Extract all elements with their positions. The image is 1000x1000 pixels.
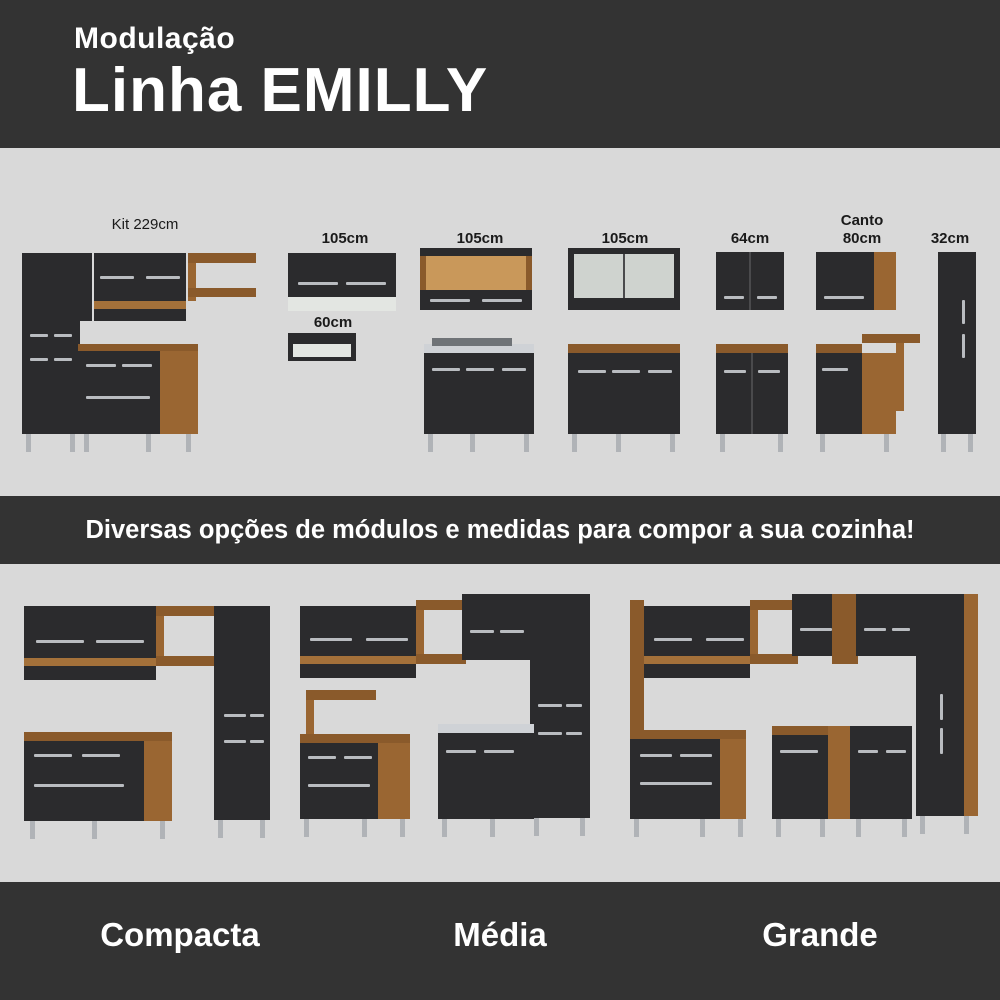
comp3-nicho-top: [750, 600, 798, 610]
balcao64-top: [716, 344, 788, 353]
balcao105-leg-3: [670, 434, 675, 452]
comp3-balcao1-side: [720, 739, 746, 819]
comp1-leg-a: [218, 820, 223, 838]
kit-leg-3: [84, 434, 89, 452]
comp2-handle-11: [308, 784, 370, 787]
aereo105b-left: [420, 256, 426, 290]
kit-leg-5: [186, 434, 191, 452]
aereo64-handle-1: [724, 296, 744, 299]
torre32-handle-1: [962, 300, 965, 324]
balcao-canto-door: [816, 353, 862, 434]
comp3-handle-9: [680, 754, 712, 757]
comp1-leg-2: [92, 821, 97, 839]
kit-handle-1: [100, 276, 134, 279]
compositions-band: [0, 564, 1000, 882]
kit-handle-8: [122, 364, 152, 367]
comp2-balcao1-doors: [300, 743, 378, 819]
comp1-torre: [214, 606, 270, 820]
balcao105-handle-2: [612, 370, 640, 373]
comp1-leg-b: [260, 820, 265, 838]
comp2-leg-5: [490, 819, 495, 837]
label-80: 80cm: [842, 230, 882, 247]
comp2-nicho-top: [416, 600, 466, 610]
comp3-leg-b: [964, 816, 969, 834]
kit-handle-2: [146, 276, 180, 279]
balcao-pia-sink: [432, 338, 512, 346]
aereo105c-glass-divider: [623, 254, 625, 298]
balcao64-handle-2: [758, 370, 780, 373]
comp3-leg-3: [738, 819, 743, 837]
comp3-leg-7: [902, 819, 907, 837]
comp1-handle-9: [34, 784, 124, 787]
kit-handle-6: [54, 358, 72, 361]
comp1-handle-2: [96, 640, 144, 643]
comp3-aereo3: [856, 594, 916, 656]
torre32-body: [938, 252, 976, 434]
comp1-nicho-top: [156, 606, 222, 616]
comp3-leg-a: [920, 816, 925, 834]
kit-upper-mid-lower: [94, 309, 186, 321]
comp3-handle-6: [940, 694, 943, 720]
kit-tall-left: [22, 321, 80, 434]
aereo105b-handle-2: [482, 299, 522, 302]
page-title-rest: EMILLY: [242, 56, 489, 125]
comp3-balcao3-door: [850, 726, 912, 819]
balcao-pia-handle-2: [466, 368, 494, 371]
comp1-aereo-shelf: [24, 658, 156, 666]
comp2-leg-4: [442, 819, 447, 837]
kit-upper-left-door: [22, 253, 92, 321]
label-canto: Canto: [840, 212, 884, 229]
comp1-handle-4: [250, 714, 264, 717]
balcao-pia-leg-1: [428, 434, 433, 452]
kit-open-shelf-top: [188, 253, 256, 263]
comp3-balcao2-side: [828, 726, 850, 819]
comp2-balcao1-top: [300, 734, 410, 743]
balcao64-divider: [751, 353, 753, 434]
torre32-leg-2: [968, 434, 973, 452]
comp2-handle-4: [500, 630, 524, 633]
comp1-handle-7: [34, 754, 72, 757]
comp2-handle-10: [344, 756, 372, 759]
comp2-nicho2-top: [306, 690, 376, 700]
label-kit-229: Kit 229cm: [111, 216, 179, 233]
kit-handle-7: [86, 364, 116, 367]
comp2-balcao1-side: [378, 743, 410, 819]
comp2-handle-9: [308, 756, 336, 759]
label-64: 64cm: [730, 230, 770, 247]
comp2-handle-12: [446, 750, 476, 753]
comp3-handle-5: [892, 628, 910, 631]
torre32-handle-2: [962, 334, 965, 358]
comp2-handle-6: [566, 704, 582, 707]
comp3-handle-7: [940, 728, 943, 754]
comp3-handle-10: [640, 782, 712, 785]
comp2-handle-2: [366, 638, 408, 641]
kit-leg-4: [146, 434, 151, 452]
balcao64-leg-2: [778, 434, 783, 452]
balcao105-top: [568, 344, 680, 353]
comp2-leg-b: [580, 818, 585, 836]
comp2-handle-5: [538, 704, 562, 707]
balcao64-handle-1: [724, 370, 746, 373]
aereo105a-doors: [288, 253, 396, 297]
balcao105-doors: [568, 353, 680, 434]
aereo64-divider: [749, 252, 751, 310]
aereo64-handle-2: [757, 296, 777, 299]
comp1-leg-3: [160, 821, 165, 839]
kit-leg-1: [26, 434, 31, 452]
comp3-balcao1-top: [630, 730, 746, 739]
balcao64-leg-1: [720, 434, 725, 452]
comp1-handle-6: [250, 740, 264, 743]
comp3-leg-1: [634, 819, 639, 837]
kit-leg-2: [70, 434, 75, 452]
comp3-left-wood: [630, 600, 644, 730]
page-title: [72, 55, 488, 126]
footer-label-grande: Grande: [762, 916, 878, 953]
mid-banner: [0, 496, 1000, 564]
balcao105-leg-2: [616, 434, 621, 452]
comp3-handle-4: [864, 628, 886, 631]
balcao-pia-doors: [424, 353, 534, 434]
balcao-canto-wood: [862, 353, 896, 434]
comp2-handle-3: [470, 630, 494, 633]
comp1-balcao-side: [144, 741, 172, 821]
comp2-handle-8: [566, 732, 582, 735]
kit-handle-4: [54, 334, 72, 337]
comp1-handle-5: [224, 740, 246, 743]
aereo60-inner: [293, 344, 351, 357]
label-105-c: 105cm: [601, 230, 649, 247]
footer-label-compacta: Compacta: [100, 916, 260, 953]
comp1-balcao-doors: [24, 741, 144, 821]
comp2-handle-1: [310, 638, 352, 641]
balcao-pia-leg-3: [524, 434, 529, 452]
comp2-aereo2: [462, 594, 530, 660]
comp2-leg-3: [400, 819, 405, 837]
comp1-leg-1: [30, 821, 35, 839]
aereo105b-top: [420, 248, 532, 256]
kit-base-wood-side: [160, 351, 198, 434]
aereo105a-under: [288, 297, 396, 311]
comp3-balcao2-door: [772, 735, 828, 819]
label-32: 32cm: [930, 230, 970, 247]
canto-aereo-door: [816, 252, 874, 310]
balcao-canto-ext-leg: [896, 343, 904, 411]
comp3-leg-5: [820, 819, 825, 837]
aereo105a-handle-2: [346, 282, 386, 285]
aereo105a-handle-1: [298, 282, 338, 285]
kit-handle-9: [86, 396, 150, 399]
balcao-canto-leg-2: [884, 434, 889, 452]
balcao-canto-handle: [822, 368, 848, 371]
balcao105-handle-1: [578, 370, 606, 373]
comp3-handle-11: [780, 750, 818, 753]
comp3-handle-3: [800, 628, 832, 631]
balcao105-handle-3: [648, 370, 672, 373]
comp3-handle-1: [654, 638, 692, 641]
comp3-balcao2-top: [772, 726, 828, 735]
comp3-handle-12: [858, 750, 878, 753]
kit-handle-5: [30, 358, 48, 361]
comp1-aereo-lower: [24, 666, 156, 680]
comp1-balcao-top: [24, 732, 172, 741]
comp2-aereo1: [300, 606, 416, 656]
comp2-handle-7: [538, 732, 562, 735]
page-title-bold: Linha: [72, 56, 243, 125]
comp2-leg-a: [534, 818, 539, 836]
comp3-nicho-shelf: [750, 654, 798, 664]
kit-base-top: [78, 344, 198, 351]
label-60: 60cm: [313, 314, 353, 331]
comp2-balcao2-doors: [438, 733, 534, 819]
balcao-canto-ext-top: [862, 334, 920, 343]
comp1-handle-8: [82, 754, 120, 757]
comp1-handle-3: [224, 714, 246, 717]
comp3-leg-6: [856, 819, 861, 837]
comp1-aereo-doors: [24, 606, 156, 658]
comp2-nicho2-left: [306, 700, 314, 734]
kit-open-shelf-bottom: [188, 288, 256, 297]
balcao-pia-leg-2: [470, 434, 475, 452]
footer-label-media: Média: [453, 916, 547, 953]
comp2-leg-2: [362, 819, 367, 837]
label-105-a: 105cm: [321, 230, 369, 247]
comp3-leg-2: [700, 819, 705, 837]
aereo105b-niche: [420, 256, 532, 290]
comp2-nicho-shelf: [416, 654, 466, 664]
comp2-aereo1-shelf: [300, 656, 416, 664]
modules-band: [0, 148, 1000, 496]
comp2-leg-1: [304, 819, 309, 837]
comp2-balcao2-top: [438, 724, 534, 733]
balcao-pia-handle-3: [502, 368, 526, 371]
comp3-leg-4: [776, 819, 781, 837]
comp3-aereo1-lower: [644, 664, 750, 678]
balcao-canto-top: [816, 344, 862, 353]
comp3-aereo1-shelf: [644, 656, 750, 664]
torre32-leg-1: [941, 434, 946, 452]
comp3-handle-2: [706, 638, 744, 641]
comp3-torre-side: [964, 594, 978, 816]
comp2-handle-13: [484, 750, 514, 753]
comp1-nicho-shelf: [156, 656, 222, 666]
mid-banner-text: Diversas opções de módulos e medidas para compor a sua cozinha!: [85, 515, 915, 544]
comp3-aereo1: [644, 606, 750, 656]
kit-handle-3: [30, 334, 48, 337]
aereo105b-handle-1: [430, 299, 470, 302]
balcao105-leg-1: [572, 434, 577, 452]
footer-band: [0, 882, 1000, 1000]
canto-aereo-handle: [824, 296, 864, 299]
canto-aereo-side: [874, 252, 896, 310]
comp2-aereo1-lower: [300, 664, 416, 678]
balcao-pia-handle-1: [432, 368, 460, 371]
comp3-canto-wood: [832, 594, 858, 664]
label-105-b: 105cm: [456, 230, 504, 247]
comp3-handle-13: [886, 750, 906, 753]
comp1-handle-1: [36, 640, 84, 643]
comp3-handle-8: [640, 754, 672, 757]
kit-upper-shelf: [94, 301, 186, 309]
header-subtitle: Modulação: [74, 22, 236, 55]
balcao-canto-leg-1: [820, 434, 825, 452]
aereo105b-right: [526, 256, 532, 290]
comp3-balcao1-doors: [630, 739, 720, 819]
header-band: [0, 0, 1000, 148]
